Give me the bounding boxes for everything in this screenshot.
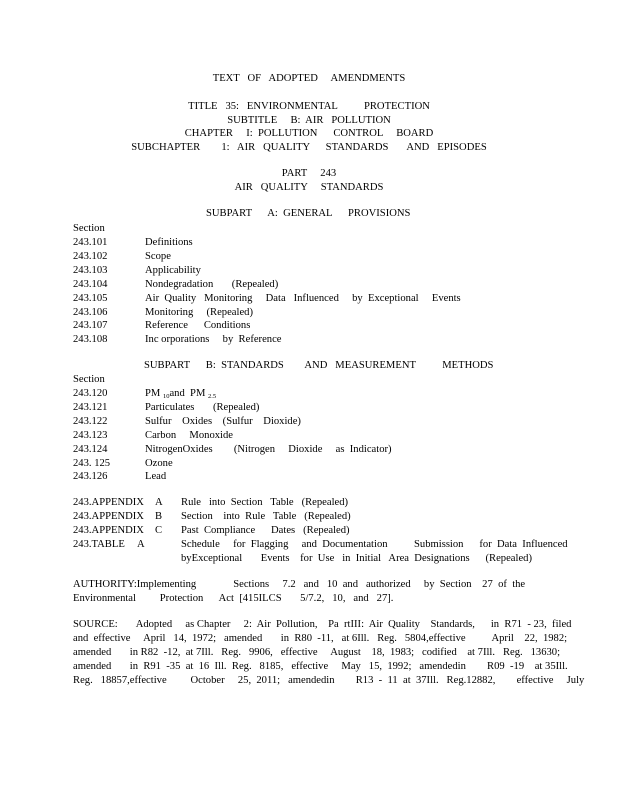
section-number: 243.123 [73,430,108,441]
section-number: 243.108 [73,334,108,345]
source-line: amended in R82 -12, at 7Ill. Reg. 9906, effective August 18, 1983; codified at 7Ill. Reg. 13630; [73,647,561,658]
appendix-number: 243.APPENDIX [73,525,144,536]
section-title: Scope [145,251,171,262]
section-number: 243.124 [73,444,108,455]
authority-line: AUTHORITY:Implementing Sections 7.2 and 10 and authorized by Section 27 of the [73,579,526,590]
appendix-title: Section into Rule Table (Repealed) [181,511,351,522]
appendix-title: Past Compliance Dates (Repealed) [181,525,350,536]
appendix-letter: A [155,497,163,508]
subchapter-line: SUBCHAPTER 1: AIR QUALITY STANDARDS AND EPISODES [131,142,487,153]
authority-line: Environmental Protection Act [415ILCS 5/7.2, 10, and 27]. [73,593,394,604]
appendix-letter: B [155,511,163,522]
subtitle-line: SUBTITLE B: AIR POLLUTION [227,115,391,126]
title-line: TITLE 35: ENVIRONMENTAL PROTECTION [188,101,430,112]
section-title: PM $_{10}$and PM $_{2.5}$ [145,388,217,400]
section-number: 243.104 [73,279,108,290]
source-line: SOURCE: Adopted as Chapter 2: Air Pollution, Pa rtIII: Air Quality Standards, in R71 - 23, filed [73,619,572,630]
section-title: Definitions [145,237,193,248]
subpart-b-heading: SUBPART B: STANDARDS AND MEASUREMENT METHODS [144,360,494,371]
section-title: Particulates (Repealed) [145,402,260,413]
section-title: Lead [145,471,167,482]
appendix-title: Rule into Section Table (Repealed) [181,497,349,508]
chapter-line: CHAPTER I: POLLUTION CONTROL BOARD [184,128,434,139]
part-title-line: AIR QUALITY STANDARDS [234,182,384,193]
appendix-number: 243.APPENDIX [73,511,144,522]
subpart-a-heading: SUBPART A: GENERAL PROVISIONS [206,208,411,219]
appendix-letter: C [155,525,163,536]
section-number: 243.103 [73,265,108,276]
table-letter: A [137,539,145,550]
section-number: 243.121 [73,402,108,413]
table-number: 243.TABLE [73,539,125,550]
section-title: Nondegradation (Repealed) [145,279,279,290]
section-title: Inc orporations by Reference [145,334,282,345]
section-number: 243.126 [73,471,108,482]
section-number: 243.122 [73,416,108,427]
section-title: Ozone [145,458,173,469]
section-number: 243.107 [73,320,108,331]
table-title-line: byExceptional Events for Use in Initial Area Designations (Repealed) [181,553,532,564]
source-line: Reg. 18857,effective October 25, 2011; amendedin R13 - 11 at 37Ill. Reg.12882, effective July [73,675,585,686]
section-title: Carbon Monoxide [145,430,233,441]
section-title: NitrogenOxides (Nitrogen Dioxide as Indicator) [145,444,392,455]
section-number: 243.101 [73,237,108,248]
part-line: PART 243 [281,168,337,179]
section-number: 243.120 [73,388,108,399]
section-title: Applicability [145,265,201,276]
source-line: amended in R91 -35 at 16 Ill. Reg. 8185, effective May 15, 1992; amendedin R09 -19 at 35Ill. [73,661,568,672]
section-number: 243. 125 [73,458,111,469]
section-number: 243.106 [73,307,108,318]
document-heading: TEXT OF ADOPTED AMENDMENTS [212,73,406,84]
section-title: Monitoring (Repealed) [145,307,253,318]
table-title-line: Schedule for Flagging and Documentation Submission for Data Influenced [181,539,568,550]
section-label: Section [73,223,105,234]
section-title: Sulfur Oxides (Sulfur Dioxide) [145,416,301,427]
section-title: Reference Conditions [145,320,251,331]
source-line: and effective April 14, 1972; amended in R80 -11, at 6Ill. Reg. 5804,effective April 22, 1982; [73,633,568,644]
section-number: 243.102 [73,251,108,262]
section-label: Section [73,374,105,385]
section-title: Air Quality Monitoring Data Influenced by Exceptional Events [145,293,461,304]
section-number: 243.105 [73,293,108,304]
appendix-number: 243.APPENDIX [73,497,144,508]
